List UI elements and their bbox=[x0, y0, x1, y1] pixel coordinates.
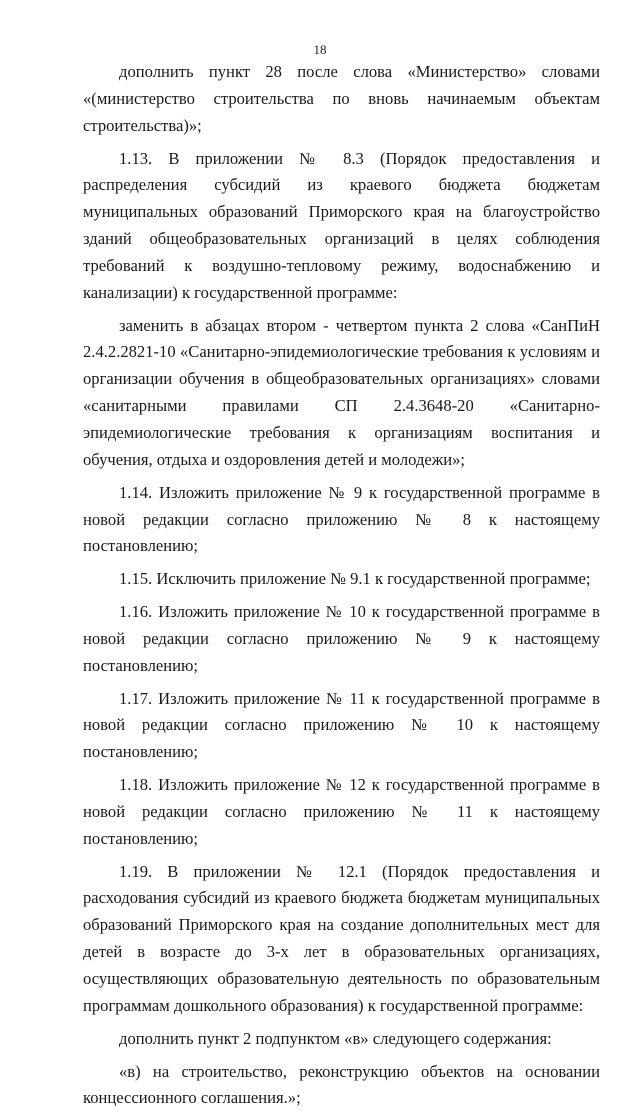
paragraph-1-14: 1.14. Изложить приложение № 9 к государственной программе в новой редакции согласно приложению № 8 к настоящему постановлению; bbox=[83, 482, 600, 556]
paragraph-1-16: 1.16. Изложить приложение № 10 к государственной программе в новой редакции согласно приложению № 9 к настоящему постановлению; bbox=[83, 602, 600, 675]
paragraph-1-18: 1.18. Изложить приложение № 12 к государственной программе в новой редакции согласно приложению № 11 к настоящему постановлению; bbox=[83, 775, 600, 848]
paragraph-1-13: 1.13. В приложении № 8.3 (Порядок предоставления и распределения субсидий из краевого бюджета бюджетам муниципальных образований Приморского края на благоустройство зданий общеобразовательных организаций в целях соблюдения требований к воздушно-тепловому режиму, водоснабжению и канализации) к государственной программе: bbox=[83, 148, 600, 302]
paragraph-1-15: 1.15. Исключить приложение № 9.1 к государственной программе; bbox=[119, 569, 591, 589]
paragraph-subpoint-v: «в) на строительство, реконструкцию объектов на основании концессионного соглашения.»; bbox=[83, 1061, 600, 1108]
paragraph-amend-point-28: дополнить пункт 28 после слова «Министерство» словами «(министерство строительства по вновь начинаемым объектам строительства)»; bbox=[83, 62, 600, 135]
paragraph-1-19: 1.19. В приложении № 12.1 (Порядок предоставления и расходования субсидий из краевого бюджета бюджетам муниципальных образований Приморского края на создание дополнительных мест для детей в возрасте до 3-х лет в образовательных организациях, осуществляющих образовательную деятельность по образовательным программам дошкольного образования) к государственной программе: bbox=[83, 861, 600, 1015]
paragraph-replace-sanpin: заменить в абзацах втором - четвертом пункта 2 слова «СанПиН 2.4.2.2821-10 «Санитарно-эпидемиологические требования к условиям и организации обучения в общеобразовательных организациях» словами «санитарными правилами СП 2.4.3648-20 «Санитарно-эпидемиологические требования к организациям воспитания и обучения, отдыха и оздоровления детей и молодежи»; bbox=[83, 315, 600, 469]
document-body bbox=[83, 59, 600, 1112]
page-number: 18 bbox=[313, 42, 327, 57]
paragraph-1-17: 1.17. Изложить приложение № 11 к государственной программе в новой редакции согласно приложению № 10 к настоящему постановлению; bbox=[83, 688, 600, 762]
paragraph-add-subpoint: дополнить пункт 2 подпунктом «в» следующего содержания: bbox=[119, 1028, 552, 1048]
